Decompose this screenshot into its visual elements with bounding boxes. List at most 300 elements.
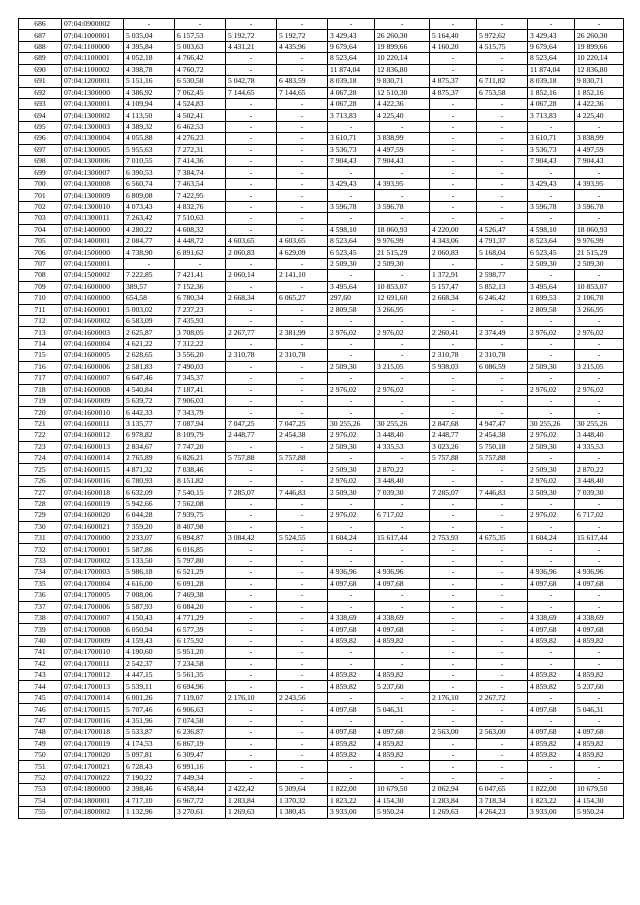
value-cell: - (528, 601, 575, 612)
value-cell: - (430, 521, 477, 532)
value-cell: 1 852,16 (575, 87, 624, 98)
value-cell: - (430, 624, 477, 635)
table-row (19, 453, 624, 464)
value-cell: 7 285,07 (226, 487, 277, 498)
value-cell: 6 753,58 (477, 87, 528, 98)
value-cell: - (477, 475, 528, 486)
table-row (19, 224, 624, 235)
value-cell: 4 936,96 (328, 567, 375, 578)
value-cell: - (277, 213, 328, 224)
value-cell: 3 429,43 (328, 178, 375, 189)
code-cell: 07:04:1800001 (62, 795, 124, 806)
value-cell: - (477, 407, 528, 418)
value-cell: 3 610,71 (328, 133, 375, 144)
value-cell: - (575, 373, 624, 384)
value-cell: - (575, 19, 624, 30)
value-cell: 7 540,15 (175, 487, 226, 498)
row-number-cell: 733 (19, 555, 62, 566)
value-cell: 4 097,68 (528, 704, 575, 715)
value-cell: - (575, 395, 624, 406)
value-cell: 2 509,30 (528, 464, 575, 475)
value-cell: 12 836,80 (375, 64, 430, 75)
value-cell: 3 596,78 (575, 201, 624, 212)
value-cell: 3 495,64 (328, 281, 375, 292)
row-number-cell: 745 (19, 692, 62, 703)
value-cell: - (430, 384, 477, 395)
row-number-cell: 698 (19, 156, 62, 167)
value-cell: 7 038,46 (175, 464, 226, 475)
code-cell: 07:04:1700019 (62, 738, 124, 749)
value-cell: 7 087,94 (175, 418, 226, 429)
value-cell: 7 237,23 (175, 304, 226, 315)
row-number-cell: 702 (19, 201, 62, 212)
value-cell: 4 174,53 (124, 738, 175, 749)
value-cell: 4 113,50 (124, 110, 175, 121)
value-cell: 6 050,94 (124, 624, 175, 635)
value-cell: 1 604,24 (528, 532, 575, 543)
value-cell: - (528, 590, 575, 601)
value-cell: 4 859,82 (328, 681, 375, 692)
row-number-cell: 730 (19, 521, 62, 532)
value-cell: 4 431,21 (226, 41, 277, 52)
value-cell: 3 270,61 (175, 807, 226, 818)
value-cell: 2 765,89 (124, 453, 175, 464)
value-cell: 1 822,00 (528, 784, 575, 795)
value-cell: 7 384,74 (175, 167, 226, 178)
value-cell: - (277, 441, 328, 452)
code-cell: 07:04:1800000 (62, 784, 124, 795)
value-cell: 6 086,59 (477, 361, 528, 372)
value-cell: - (575, 315, 624, 326)
code-cell: 07:04:1700016 (62, 715, 124, 726)
value-cell: - (375, 544, 430, 555)
table-row (19, 293, 624, 304)
value-cell: - (277, 498, 328, 509)
table-row (19, 430, 624, 441)
value-cell: 2 509,30 (328, 361, 375, 372)
value-cell: - (528, 521, 575, 532)
value-cell: 6 523,45 (328, 247, 375, 258)
value-cell: - (277, 19, 328, 30)
row-number-cell: 688 (19, 41, 62, 52)
value-cell: - (226, 475, 277, 486)
value-cell: 4 526,47 (477, 224, 528, 235)
table-row (19, 704, 624, 715)
value-cell: 6 044,28 (124, 510, 175, 521)
value-cell: - (226, 601, 277, 612)
value-cell: 2 509,30 (528, 361, 575, 372)
value-cell: 9 679,64 (328, 41, 375, 52)
table-row (19, 98, 624, 109)
value-cell: - (575, 213, 624, 224)
value-cell: 4 097,68 (575, 727, 624, 738)
code-cell: 07:04:1500002 (62, 270, 124, 281)
code-cell: 07:04:1300007 (62, 167, 124, 178)
value-cell: - (430, 761, 477, 772)
value-cell: 2 509,30 (328, 487, 375, 498)
value-cell: 2 060,83 (430, 247, 477, 258)
value-cell: - (277, 64, 328, 75)
value-cell: 4 675,35 (477, 532, 528, 543)
table-row (19, 567, 624, 578)
code-cell: 07:04:1600000 (62, 293, 124, 304)
value-cell: 15 617,44 (375, 532, 430, 543)
value-cell: 4 052,18 (124, 53, 175, 64)
value-cell: - (430, 601, 477, 612)
value-cell: 4 497,59 (575, 144, 624, 155)
value-cell: - (575, 658, 624, 669)
row-number-cell: 706 (19, 247, 62, 258)
code-cell: 07:04:1600006 (62, 361, 124, 372)
value-cell: - (226, 110, 277, 121)
value-cell: 6 780,93 (124, 475, 175, 486)
value-cell: 6 717,02 (575, 510, 624, 521)
value-cell: 4 097,68 (375, 578, 430, 589)
row-number-cell: 749 (19, 738, 62, 749)
value-cell: 4 859,82 (528, 670, 575, 681)
value-cell: - (328, 601, 375, 612)
value-cell: 7 562,08 (175, 498, 226, 509)
value-cell: 7 939,75 (175, 510, 226, 521)
value-cell: 4 936,96 (375, 567, 430, 578)
code-cell: 07:04:1600000 (62, 281, 124, 292)
table-row (19, 361, 624, 372)
table-row (19, 236, 624, 247)
value-cell: - (226, 361, 277, 372)
value-cell: 4 859,82 (528, 635, 575, 646)
value-cell: 4 608,32 (175, 224, 226, 235)
table-row (19, 555, 624, 566)
value-cell: 3 933,00 (528, 807, 575, 818)
row-number-cell: 689 (19, 53, 62, 64)
value-cell: - (430, 98, 477, 109)
value-cell: - (477, 19, 528, 30)
value-cell: 4 859,82 (575, 750, 624, 761)
value-cell: 2 976,02 (575, 384, 624, 395)
value-cell: - (175, 258, 226, 269)
value-cell: - (328, 772, 375, 783)
value-cell: - (430, 133, 477, 144)
value-cell: - (477, 704, 528, 715)
value-cell: - (277, 384, 328, 395)
value-cell: 3 536,73 (528, 144, 575, 155)
value-cell: - (430, 715, 477, 726)
value-cell: - (277, 304, 328, 315)
value-cell: - (575, 692, 624, 703)
table-row (19, 121, 624, 132)
value-cell: 2 243,56 (277, 692, 328, 703)
value-cell: 4 621,22 (124, 338, 175, 349)
value-cell: - (375, 395, 430, 406)
value-cell: - (430, 567, 477, 578)
table-row (19, 384, 624, 395)
value-cell: 4 097,68 (375, 624, 430, 635)
value-cell: 2 448,77 (430, 430, 477, 441)
code-cell: 07:04:1300011 (62, 213, 124, 224)
row-number-cell: 720 (19, 407, 62, 418)
table-row (19, 601, 624, 612)
value-cell: - (226, 373, 277, 384)
value-cell: - (477, 750, 528, 761)
code-cell: 07:04:0900002 (62, 19, 124, 30)
value-cell: 2 141,10 (277, 270, 328, 281)
value-cell: 2 976,02 (528, 510, 575, 521)
code-cell: 07:04:1300010 (62, 201, 124, 212)
value-cell: 7 904,43 (575, 156, 624, 167)
value-cell: 5 097,81 (124, 750, 175, 761)
value-cell: 5 942,66 (124, 498, 175, 509)
value-cell: 8 407,98 (175, 521, 226, 532)
value-cell: - (277, 395, 328, 406)
value-cell: 4 524,83 (175, 98, 226, 109)
value-cell: 4 859,82 (575, 670, 624, 681)
value-cell: - (430, 544, 477, 555)
row-number-cell: 703 (19, 213, 62, 224)
value-cell: 30 255,26 (328, 418, 375, 429)
value-cell: 5 587,86 (124, 544, 175, 555)
row-number-cell: 718 (19, 384, 62, 395)
row-number-cell: 750 (19, 750, 62, 761)
value-cell: 6 632,09 (124, 487, 175, 498)
value-cell: 4 859,82 (375, 670, 430, 681)
row-number-cell: 719 (19, 395, 62, 406)
value-cell: 2 542,37 (124, 658, 175, 669)
value-cell: 2 834,67 (124, 441, 175, 452)
code-cell: 07:04:1600008 (62, 384, 124, 395)
value-cell: 4 766,42 (175, 53, 226, 64)
value-cell: - (477, 544, 528, 555)
value-cell: 4 097,68 (575, 624, 624, 635)
value-cell: 4 936,96 (575, 567, 624, 578)
value-cell: - (430, 464, 477, 475)
value-cell: - (226, 521, 277, 532)
value-cell: 2 454,38 (477, 430, 528, 441)
value-cell: 4 154,30 (575, 795, 624, 806)
value-cell: - (375, 453, 430, 464)
value-cell: - (328, 590, 375, 601)
value-cell: 3 266,95 (575, 304, 624, 315)
value-cell: 3 448,40 (575, 475, 624, 486)
value-cell: 4 875,37 (430, 87, 477, 98)
value-cell: 21 515,29 (375, 247, 430, 258)
row-number-cell: 734 (19, 567, 62, 578)
value-cell: - (277, 647, 328, 658)
table-body (19, 19, 624, 819)
value-cell: 3 713,83 (328, 110, 375, 121)
value-cell: - (477, 213, 528, 224)
value-cell: - (430, 190, 477, 201)
value-cell: 10 220,14 (575, 53, 624, 64)
table-row (19, 612, 624, 623)
value-cell: - (124, 19, 175, 30)
value-cell: 8 151,82 (175, 475, 226, 486)
value-cell: - (477, 167, 528, 178)
value-cell: - (277, 224, 328, 235)
value-cell: - (430, 110, 477, 121)
value-cell: 1 823,22 (328, 795, 375, 806)
value-cell: 4 338,69 (328, 612, 375, 623)
value-cell: - (477, 338, 528, 349)
value-cell: 18 060,93 (575, 224, 624, 235)
value-cell: - (375, 373, 430, 384)
value-cell: - (328, 190, 375, 201)
value-cell: 4 276,23 (175, 133, 226, 144)
table-row (19, 578, 624, 589)
value-cell: - (277, 772, 328, 783)
value-cell: 6 309,47 (175, 750, 226, 761)
value-cell: 3 448,40 (375, 430, 430, 441)
value-cell: - (528, 498, 575, 509)
value-cell: 5 042,78 (226, 76, 277, 87)
value-cell: - (277, 635, 328, 646)
value-cell: 30 255,26 (528, 418, 575, 429)
value-cell: 4 386,92 (124, 87, 175, 98)
table-row (19, 658, 624, 669)
value-cell: 6 157,53 (175, 30, 226, 41)
value-cell: 4 859,82 (328, 750, 375, 761)
value-cell: 12 510,30 (375, 87, 430, 98)
value-cell: 4 280,22 (124, 224, 175, 235)
value-cell: - (226, 761, 277, 772)
code-cell: 07:04:1600003 (62, 327, 124, 338)
value-cell: - (375, 692, 430, 703)
value-cell: 5 757,88 (226, 453, 277, 464)
value-cell: - (430, 167, 477, 178)
value-cell: 4 338,69 (575, 612, 624, 623)
value-cell: 26 260,30 (575, 30, 624, 41)
value-cell: - (328, 338, 375, 349)
value-cell: - (277, 750, 328, 761)
row-number-cell: 746 (19, 704, 62, 715)
table-row (19, 521, 624, 532)
value-cell: - (277, 464, 328, 475)
table-row (19, 510, 624, 521)
value-cell: 4 097,68 (528, 624, 575, 635)
value-cell: 18 060,93 (375, 224, 430, 235)
value-cell: 6 442,33 (124, 407, 175, 418)
value-cell: 3 215,05 (375, 361, 430, 372)
row-number-cell: 709 (19, 281, 62, 292)
value-cell: - (277, 281, 328, 292)
code-cell: 07:04:1600007 (62, 373, 124, 384)
value-cell: 1 269,63 (226, 807, 277, 818)
value-cell: 6 728,43 (124, 761, 175, 772)
value-cell: 4 225,40 (375, 110, 430, 121)
code-cell: 07:04:1700022 (62, 772, 124, 783)
code-cell: 07:04:1700000 (62, 532, 124, 543)
value-cell: 4 264,23 (477, 807, 528, 818)
value-cell: - (430, 590, 477, 601)
value-cell: - (375, 167, 430, 178)
value-cell: - (528, 121, 575, 132)
value-cell: 7 187,41 (175, 384, 226, 395)
table-row (19, 750, 624, 761)
row-number-cell: 722 (19, 430, 62, 441)
row-number-cell: 735 (19, 578, 62, 589)
value-cell: 1 699,53 (528, 293, 575, 304)
value-cell: 3 084,42 (226, 532, 277, 543)
value-cell: 6 458,44 (175, 784, 226, 795)
value-cell: 4 859,82 (375, 750, 430, 761)
value-cell: 7 234,58 (175, 658, 226, 669)
value-cell: - (277, 601, 328, 612)
row-number-cell: 710 (19, 293, 62, 304)
value-cell: - (430, 407, 477, 418)
value-cell: - (430, 373, 477, 384)
value-cell: - (575, 761, 624, 772)
value-cell: 6 583,09 (124, 315, 175, 326)
value-cell: 7 469,38 (175, 590, 226, 601)
value-cell: 12 691,60 (375, 293, 430, 304)
value-cell: 7 039,30 (575, 487, 624, 498)
value-cell: 9 976,99 (375, 236, 430, 247)
value-cell: 2 563,00 (477, 727, 528, 738)
row-number-cell: 707 (19, 258, 62, 269)
value-cell: - (226, 156, 277, 167)
value-cell: 5 950,24 (575, 807, 624, 818)
value-cell: - (477, 464, 528, 475)
value-cell: 7 421,41 (175, 270, 226, 281)
value-cell: 5 986,18 (124, 567, 175, 578)
value-cell: - (226, 567, 277, 578)
value-cell: 30 255,26 (575, 418, 624, 429)
value-cell: - (528, 338, 575, 349)
value-cell: - (277, 144, 328, 155)
value-cell: 2 509,30 (528, 487, 575, 498)
value-cell: - (528, 658, 575, 669)
value-cell: - (430, 738, 477, 749)
value-cell: 2 870,22 (375, 464, 430, 475)
value-cell: 2 310,78 (226, 350, 277, 361)
value-cell: 7 263,42 (124, 213, 175, 224)
value-cell: 4 603,65 (277, 236, 328, 247)
value-cell: - (528, 692, 575, 703)
value-cell: 4 393,95 (575, 178, 624, 189)
code-cell: 07:04:1600014 (62, 453, 124, 464)
value-cell: 6 967,72 (175, 795, 226, 806)
value-cell: 7 272,31 (175, 144, 226, 155)
value-cell: 4 393,95 (375, 178, 430, 189)
value-cell: - (477, 190, 528, 201)
table-row (19, 590, 624, 601)
value-cell: 10 853,07 (575, 281, 624, 292)
row-number-cell: 729 (19, 510, 62, 521)
value-cell: 4 859,82 (575, 738, 624, 749)
value-cell: 8 523,64 (528, 236, 575, 247)
value-cell: - (226, 407, 277, 418)
value-cell: - (477, 53, 528, 64)
table-row (19, 190, 624, 201)
value-cell: 2 976,02 (528, 475, 575, 486)
value-cell: 7 047,25 (226, 418, 277, 429)
code-cell: 07:04:1300004 (62, 133, 124, 144)
table-row (19, 19, 624, 30)
value-cell: 2 509,30 (528, 258, 575, 269)
value-cell: - (328, 315, 375, 326)
value-cell: 4 859,82 (528, 681, 575, 692)
value-cell: - (528, 213, 575, 224)
row-number-cell: 704 (19, 224, 62, 235)
value-cell: 7 010,55 (124, 156, 175, 167)
table-row (19, 167, 624, 178)
value-cell: - (226, 578, 277, 589)
row-number-cell: 731 (19, 532, 62, 543)
row-number-cell: 741 (19, 647, 62, 658)
value-cell: 6 577,39 (175, 624, 226, 635)
value-cell: 7 747,20 (175, 441, 226, 452)
table-row (19, 110, 624, 121)
value-cell: 4 717,10 (124, 795, 175, 806)
